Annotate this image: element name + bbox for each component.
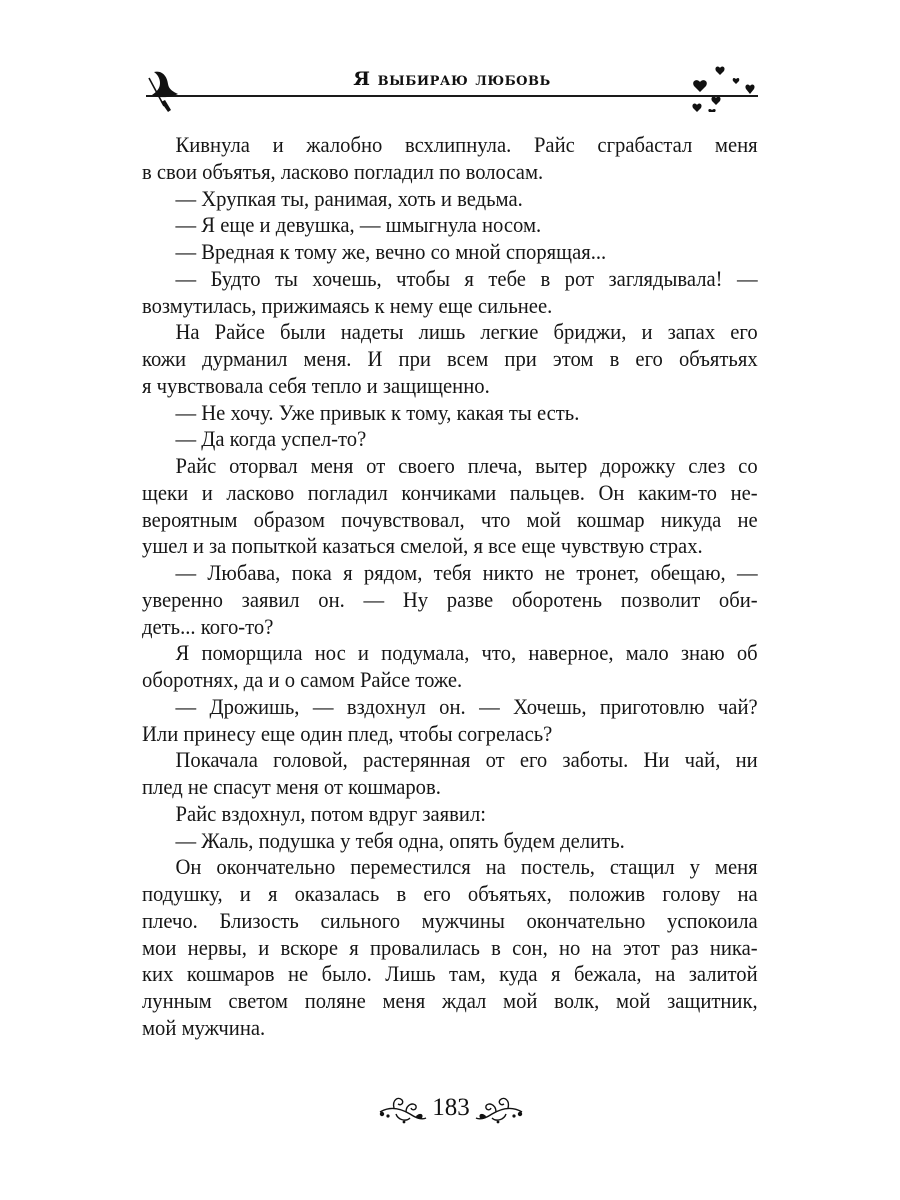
text-line: — Да когда успел-то? [175,426,367,452]
page-number: 183 [432,1094,470,1121]
text-line: Я поморщила нос и подумала, что, наверное, мало знаю об [175,640,758,666]
text-line: мой мужчина. [142,1014,266,1040]
text-line: уверенно заявил он. — Ну разве оборотень позволит оби- [142,586,758,612]
text-line: Райс оторвал меня от своего плеча, вытер дорожку слез со [175,453,758,478]
body-text [142,132,758,1042]
text-line: Райс вздохнул, потом вдруг заявил: [175,800,486,826]
scattered-hearts-icon [688,62,758,112]
text-line: плед не спасут меня от кошмаров. [142,774,441,799]
text-line: в свои объятья, ласково погладил по волосам. [142,158,544,184]
text-line: деть... кого-то? [142,613,274,639]
text-line: — Не хочу. Уже привык к тому, какая ты есть. [175,399,580,425]
text-line: Или принесу еще один плед, чтобы согрелась? [142,720,553,746]
header-rule [146,95,758,97]
text-line: — Хрупкая ты, ранимая, хоть и ведьма. [175,185,523,211]
text-line: я чувствовала себя тепло и защищенно. [142,372,490,398]
text-line: — Дрожишь, — вздохнул он. — Хочешь, приготовлю чай? [175,693,758,719]
text-line: Он окончательно переместился на постель, стащил у меня [175,854,758,880]
text-line: — Жаль, подушка у тебя одна, опять будем делить. [175,827,625,853]
text-line: плечо. Близость сильного мужчины окончательно успокоила [142,907,758,933]
text-line: оборотнях, да и о самом Райсе тоже. [142,667,463,692]
text-line: ушел и за попыткой казаться смелой, я все еще чувствую страх. [142,533,703,559]
floral-flourish-icon [474,1092,526,1126]
text-line: кожи дурманил меня. И при всем при этом в его объятьях [142,346,758,371]
text-line: ких кошмаров не было. Лишь там, куда я бежала, на залитой [142,961,758,987]
text-line: — Любава, пока я рядом, тебя никто не тронет, обещаю, — [175,560,758,585]
running-head-title: Я выбираю любовь [353,68,551,90]
text-line: На Райсе были надеты лишь легкие бриджи, и запах его [175,319,758,345]
running-head [146,62,758,112]
text-line: щеки и ласково погладил кончиками пальцев. Он каким-то не- [142,479,758,505]
text-line: мои нервы, и вскоре я провалилась в сон, но на этот раз ника- [142,934,758,960]
floral-flourish-icon [376,1092,428,1126]
text-line: — Вредная к тому же, вечно со мной спорящая... [175,239,607,264]
text-line: Покачала головой, растерянная от его заботы. Ни чай, ни [175,747,758,773]
text-line: возмутилась, прижимаясь к нему еще сильнее. [142,292,553,318]
text-line: подушку, и я оказалась в его объятьях, положив голову на [142,881,758,906]
text-line: Кивнула и жалобно всхлипнула. Райс сграбастал меня [175,132,758,157]
page-footer [376,1090,526,1130]
text-line: — Я еще и девушка, — шмыгнула носом. [175,212,542,238]
text-line: — Будто ты хочешь, чтобы я тебе в рот заглядывала! — [175,265,758,291]
text-line: вероятным образом почувствовал, что мой кошмар никуда не [142,506,758,532]
text-line: лунным светом поляне меня ждал мой волк, мой защитник, [142,988,758,1013]
